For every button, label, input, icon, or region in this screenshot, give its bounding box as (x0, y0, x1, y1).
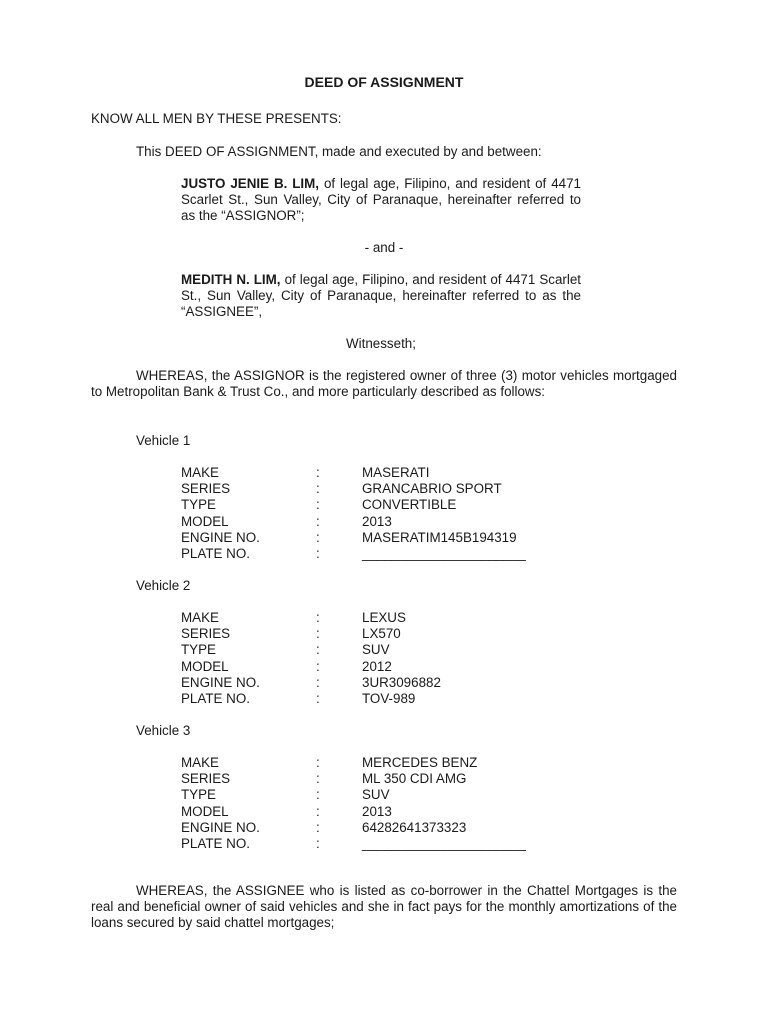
spec-colon: : (316, 755, 320, 770)
vehicle-1-spec-table (181, 465, 601, 562)
spec-value: SUV (362, 642, 390, 658)
spec-colon: : (316, 674, 320, 690)
vehicle-2-spec-table (181, 610, 601, 707)
spec-value: ML 350 CDI AMG (362, 771, 467, 787)
spec-key: MAKE (181, 755, 219, 770)
spec-key: TYPE (181, 497, 216, 513)
spec-key: TYPE (181, 787, 216, 803)
spec-colon: : (316, 529, 320, 545)
spec-value: GRANCABRIO SPORT (362, 481, 502, 497)
spec-row (181, 820, 601, 836)
spec-value: 2013 (362, 803, 392, 819)
and-separator: - and - (364, 240, 404, 255)
spec-row (181, 675, 601, 691)
spec-key: ENGINE NO. (181, 529, 260, 545)
spec-key: SERIES (181, 481, 231, 497)
spec-key: TYPE (181, 642, 216, 658)
spec-colon: : (316, 626, 320, 642)
spec-colon: : (316, 481, 320, 497)
spec-colon: : (316, 497, 320, 513)
spec-value: SUV (362, 787, 390, 803)
spec-row (181, 642, 601, 658)
assignee-name: MEDITH N. LIM, (181, 272, 281, 287)
spec-key: ENGINE NO. (181, 674, 260, 690)
spec-row (181, 755, 601, 771)
spec-colon: : (316, 787, 320, 803)
vehicle-3-label: Vehicle 3 (136, 723, 191, 738)
whereas-paragraph-2: WHEREAS, the ASSIGNEE who is listed as co-borrower in the Chattel Mortgages is the real and beneficial owner of said vehicles and she in fact pays for the monthly amortizations of the loans secured by said chattel mortgages; (91, 883, 677, 931)
assignor-name: JUSTO JENIE B. LIM, (181, 176, 320, 191)
spec-row (181, 546, 601, 562)
spec-colon: : (316, 819, 320, 835)
spec-colon: : (316, 771, 320, 787)
spec-value: 2013 (362, 513, 392, 529)
spec-key: SERIES (181, 626, 231, 642)
spec-row (181, 691, 601, 707)
spec-row (181, 804, 601, 820)
spec-key: SERIES (181, 771, 231, 787)
spec-colon: : (316, 690, 320, 706)
spec-key: PLATE NO. (181, 690, 250, 706)
spec-row (181, 497, 601, 513)
know-all-line: KNOW ALL MEN BY THESE PRESENTS: (91, 111, 342, 126)
spec-colon: : (316, 545, 320, 561)
spec-colon: : (316, 642, 320, 658)
spec-row (181, 610, 601, 626)
spec-row (181, 659, 601, 675)
spec-key: MAKE (181, 465, 219, 480)
vehicle-2-label: Vehicle 2 (136, 578, 191, 593)
spec-key: MODEL (181, 658, 229, 674)
spec-value: 64282641373323 (362, 819, 467, 835)
spec-colon: : (316, 513, 320, 529)
spec-value: TOV-989 (362, 690, 416, 706)
spec-value: LEXUS (362, 610, 406, 625)
spec-colon: : (316, 835, 320, 851)
witnesseth-line: Witnesseth; (346, 336, 416, 351)
spec-key: ENGINE NO. (181, 819, 260, 835)
spec-row (181, 836, 601, 852)
spec-row (181, 465, 601, 481)
spec-value: 3UR3096882 (362, 674, 441, 690)
spec-value: MASERATI (362, 465, 430, 480)
spec-value: CONVERTIBLE (362, 497, 457, 513)
assignee-paragraph (181, 272, 581, 321)
spec-value: ______________________ (362, 545, 526, 561)
spec-colon: : (316, 658, 320, 674)
spec-key: PLATE NO. (181, 545, 250, 561)
spec-value: LX570 (362, 626, 401, 642)
spec-colon: : (316, 803, 320, 819)
spec-key: PLATE NO. (181, 835, 250, 851)
spec-colon: : (316, 610, 320, 625)
spec-row (181, 481, 601, 497)
assignor-details: of legal age, Filipino, and resident of 4471 Scarlet St., Sun Valley, City of Paranaque, hereinafter referred to as the “ASSIGNOR”; (181, 176, 581, 224)
vehicle-3-spec-table (181, 755, 601, 852)
spec-value: MERCEDES BENZ (362, 755, 478, 770)
whereas-paragraph-1: WHEREAS, the ASSIGNOR is the registered owner of three (3) motor vehicles mortgaged to Metropolitan Bank & Trust Co., and more particularly described as follows: (91, 368, 677, 400)
assignee-details: of legal age, Filipino, and resident of 4471 Scarlet St., Sun Valley, City of Paranaque, hereinafter referred to as the “ASSIGNEE”, (181, 272, 582, 320)
spec-row (181, 771, 601, 787)
spec-value: MASERATIM145B194319 (362, 529, 517, 545)
spec-value: ______________________ (362, 835, 526, 851)
document-title: DEED OF ASSIGNMENT (304, 74, 464, 90)
spec-row (181, 787, 601, 803)
spec-row (181, 514, 601, 530)
spec-value: 2012 (362, 658, 392, 674)
spec-key: MAKE (181, 610, 219, 625)
assignor-paragraph (181, 176, 581, 225)
intro-line: This DEED OF ASSIGNMENT, made and executed by and between: (136, 144, 542, 159)
spec-colon: : (316, 465, 320, 480)
spec-key: MODEL (181, 803, 229, 819)
spec-row (181, 530, 601, 546)
spec-row (181, 626, 601, 642)
vehicle-1-label: Vehicle 1 (136, 433, 191, 448)
spec-key: MODEL (181, 513, 229, 529)
